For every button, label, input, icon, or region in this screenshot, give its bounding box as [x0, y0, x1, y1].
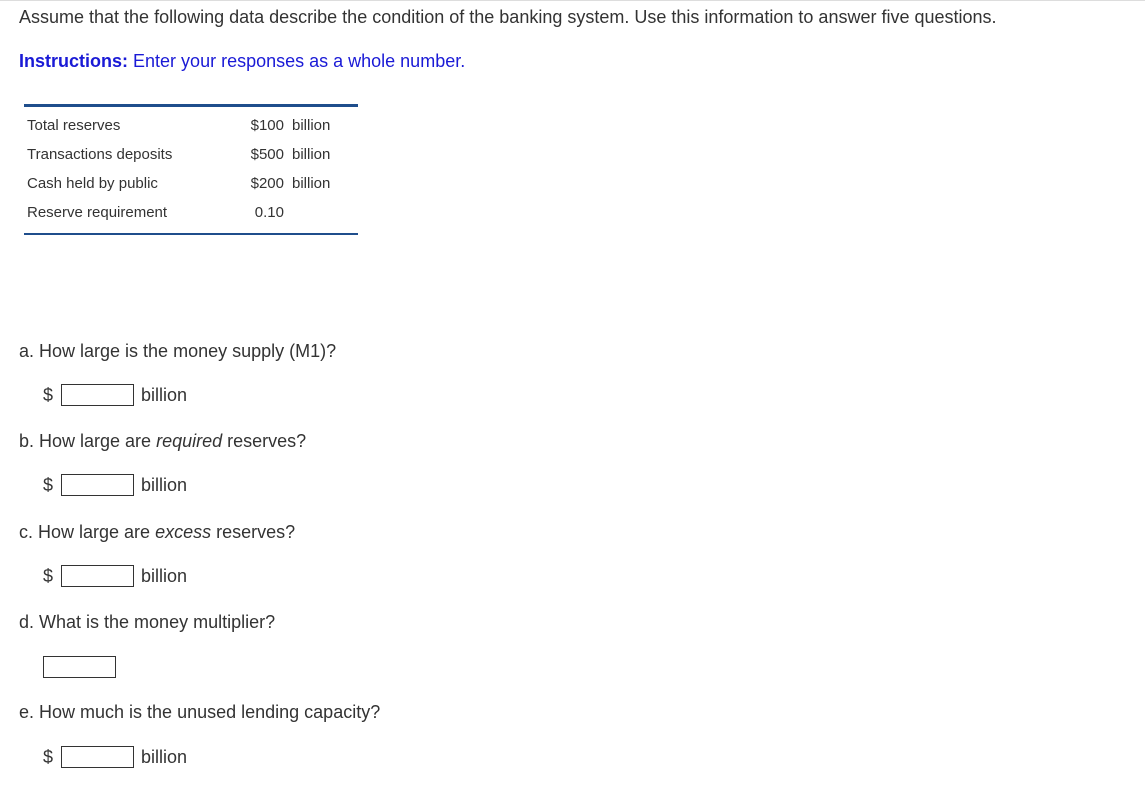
question-d: d. What is the money multiplier? [19, 612, 276, 632]
unit-label: billion [141, 385, 188, 405]
intro-text: Assume that the following data describe the condition of the banking system. Use this information to answer five questions. [19, 7, 997, 27]
answer-input-c[interactable] [61, 565, 134, 587]
top-divider [0, 0, 1145, 1]
answer-input-e[interactable] [61, 746, 134, 768]
question-c-pre: c. How large are [19, 522, 156, 542]
banking-data-table [24, 104, 358, 235]
question-c [19, 521, 295, 543]
row-unit: billion [292, 117, 331, 134]
instructions-lead: Instructions: [19, 51, 129, 71]
instructions [19, 50, 465, 72]
row-label: Total reserves [27, 117, 121, 134]
unit-label: billion [141, 747, 188, 767]
dollar-prefix: $ [43, 566, 54, 586]
row-value: $100 [250, 117, 284, 134]
answer-input-d[interactable] [43, 656, 116, 678]
question-e: e. How much is the unused lending capacity? [19, 702, 381, 722]
answer-input-a[interactable] [61, 384, 134, 406]
row-value: 0.10 [254, 204, 284, 221]
unit-label: billion [141, 566, 188, 586]
instructions-text: Enter your responses as a whole number. [133, 51, 466, 71]
row-unit: billion [292, 175, 331, 192]
question-b-post: reserves? [222, 431, 307, 451]
row-label: Cash held by public [27, 175, 158, 192]
question-b-em: required [156, 431, 223, 451]
row-value: $500 [250, 146, 284, 163]
unit-label: billion [141, 475, 188, 495]
answer-input-b[interactable] [61, 474, 134, 496]
question-b [19, 430, 306, 452]
question-b-pre: b. How large are [19, 431, 157, 451]
table-row [24, 200, 358, 229]
dollar-prefix: $ [43, 475, 54, 495]
table-row [24, 142, 358, 171]
question-a: a. How large is the money supply (M1)? [19, 341, 337, 361]
row-label: Transactions deposits [27, 146, 173, 163]
question-c-post: reserves? [211, 522, 296, 542]
row-value: $200 [250, 175, 284, 192]
table-row [24, 171, 358, 200]
dollar-prefix: $ [43, 385, 54, 405]
row-unit: billion [292, 146, 331, 163]
table-row [24, 113, 358, 142]
row-label: Reserve requirement [27, 204, 168, 221]
question-c-em: excess [155, 522, 212, 542]
dollar-prefix: $ [43, 747, 54, 767]
